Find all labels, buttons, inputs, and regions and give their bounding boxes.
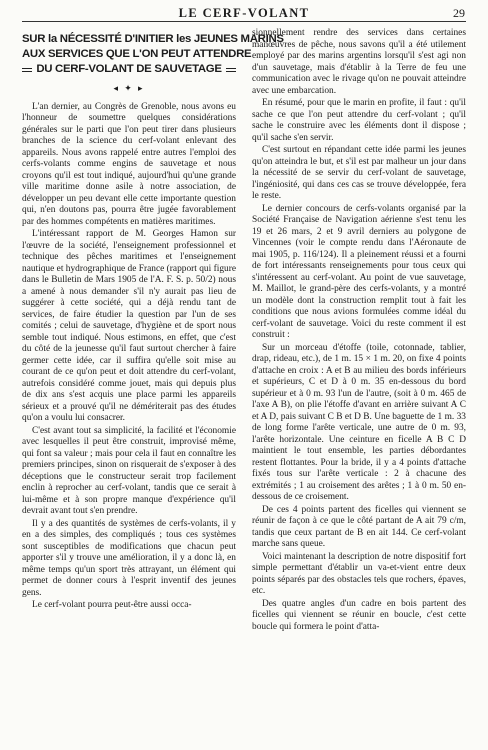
paragraph: L'an dernier, au Congrès de Grenoble, nous avons eu l'honneur de soumettre quelques considérations générales sur le parti que l'on peut tirer dans plusieurs branches de la science du cerf-volant enlevant des appareils. Nous avons rappelé entre autres l'emploi des cerfs-volants comme engins de sauvetage et nous croyons qu'il est tout indiqué, aujourd'hui qu'une grande ville maritime donne asile à notre association, de développer un peu devant elle cette importante question qui, n'en doutons pas, pourra être jugée favorablement par des hommes compétents en matières maritimes. [22, 101, 236, 227]
paragraph: Le dernier concours de cerfs-volants organisé par la Société Française de Navigation aérienne s'est tenu les 19 et 26 mars, 2 et 9 avril derniers au polygone de Vincennes (voir le compte rendu dans l'Aéronaute de mai 1905, p. 116/124). Il a pleinement réussi et a fourni de fort intéressants renseignements pour tous ceux qui s'intéressent au cerf-volant. Au point de vue sauvetage, M. Maillot, le grand-père des cerfs-volants, y a montré un modèle dont la construction remplit tout à fait les conditions que nous avions formulées comme idéal du cerf-volant de sauvetage. Voici du reste comment il est construit : [252, 203, 466, 340]
paragraph: sionnellement rendre des services dans certaines manœuvres de pêche, nous savons qu'il a été utilement employé par des marins argentins lorsqu'il s'est agi non d'un sauvetage, mais d'établir à la Terre de feu une communication avec le rivage qu'on ne pouvait atteindre avec une embarcation. [252, 28, 466, 96]
title-line-1: SUR la NÉCESSITÉ D'INITIER les JEUNES MARINS [22, 33, 284, 45]
title-line-3-wrap [22, 62, 236, 77]
paragraph: C'est surtout en répandant cette idée parmi les jeunes qu'on atteindra le but, et s'il est par malheur un jour dans la nécessité de se servir du cerf-volant de sauvetage, l'ingéniosité, qui dans ces cas se trouve développée, fera le reste. [252, 145, 466, 201]
paragraph: Sur un morceau d'étoffe (toile, cotonnade, tablier, drap, rideau, etc.), de 1 m. 15 × 1 m. 20, on fixe 4 points d'attache en croix : A et B au milieu des bords inférieurs et supérieurs, C et D à 0 m. 35 en-dessous du bord supérieur et à 0 m. 93 l'un de l'autre, (soit à 0 m. 465 de l'axe A B), on plie l'étoffe d'avant en arrière suivant A C et A D, pais suivant C B et D B. Une baguette de 1 m. 33 de long forme l'arête verticale, une autre de 0 m. 93, l'arête horizontale. Une ceinture en ficelle A B C D maintient le tout ensemble, les parties débordantes restent flottantes. Pour la bride, il y a 4 points d'attache fixés tous sur l'arête verticale : 2 à chacune des extrémités ; 1 au croisement des arêtes ; 1 à 0 m. 50 en-dessous de ce croisement. [252, 342, 466, 502]
paragraph: Le cerf-volant pourra peut-être aussi occa- [32, 600, 192, 610]
paragraph: L'intéressant rapport de M. Georges Hamon sur l'œuvre de la société, l'enseignement professionnel et technique des pêches maritimes et l'enseignement nautique et hydrographique de France (rapport qui figure dans le Bulletin de Mars 1905 de l'A. F. S. p. 50/2) nous a amené à nous demander s'il n'y aurait pas lieu de suggérer à cette société, qui a déjà rendu tant de services, de faire étudier la question par l'un de ses comités ; celui de sauvetage, d'hygiène et de sport nous semble tout indiqué. Nous estimons, en effet, que c'est du côté de la jeunesse qu'il faut surtout chercher à faire germer cette idée, car il suffira qu'elle soit mise au courant de ce qu'on peut et doit attendre du cerf-volant, autrefois considéré comme jouet, mais qui depuis plus de dix ans s'est acquis une place parmi les appareils sérieux et a prouvé qu'il ne démériterait pas des études qu'on a voulu lui consacrer. [22, 229, 236, 423]
ornament: ◂ ✦ ▸ [113, 83, 145, 93]
title-line-2: AUX SERVICES QUE L'ON PEUT ATTENDRE [22, 48, 252, 60]
journal-title: LE CERF-VOLANT [178, 6, 310, 20]
paragraph: De ces 4 points partent des ficelles qui viennent se réunir de façon à ce que le côté partant de A ait 79 c/m, tandis que ceux partant de B en ait 144. Ce cerf-volant marche sans queue. [252, 504, 466, 549]
article-title [22, 32, 284, 77]
paragraph: Voici maintenant la description de notre dispositif fort simple permettant d'établir un va-et-vient entre deux points séparés par des obstacles tels que rochers, épaves, etc. [252, 551, 466, 596]
page-number: 29 [453, 6, 465, 20]
running-head [0, 6, 488, 22]
header-rule [22, 21, 466, 22]
paragraph: Des quatre angles d'un cadre en bois partent des ficelles qui viennent se réunir en boucle, c'est cette boucle qui formera le point d'atta- [252, 598, 466, 632]
title-line-3: DU CERF-VOLANT DE SAUVETAGE [36, 63, 222, 75]
left-column [22, 28, 284, 612]
paragraph: En résumé, pour que le marin en profite, il faut : qu'il sache ce que l'on peut attendre du cerf-volant ; qu'il sache le construire avec les éléments dont il dispose ; qu'il sache s'en servir. [252, 98, 466, 143]
paragraph: Il y a des quantités de systèmes de cerfs-volants, il y en a des simples, des compliqués ; tous ces systèmes sont susceptibles de modifications que chacun peut apporter s'il y trouve une amélioration, il y a donc là, en même temps qu'un sport très attrayant, un élément qui permet de donner cours à l'esprit inventif des jeunes gens. [22, 518, 236, 598]
paragraph: C'est avant tout sa simplicité, la facilité et l'économie avec lesquelles il peut être construit, improvisé même, qui font sa valeur ; mais pour cela il faut en connaître les premiers principes, sinon on risquerait de s'exposer à des déceptions que le constructeur serait trop facilement enclin à reprocher au cerf-volant, tandis que ce serait à lui-même et à son propre manque d'expérience qu'il devrait avant tout s'en prendre. [22, 425, 236, 516]
title-rule-right [226, 68, 236, 72]
title-rule-left [22, 68, 32, 72]
right-column [252, 28, 466, 633]
